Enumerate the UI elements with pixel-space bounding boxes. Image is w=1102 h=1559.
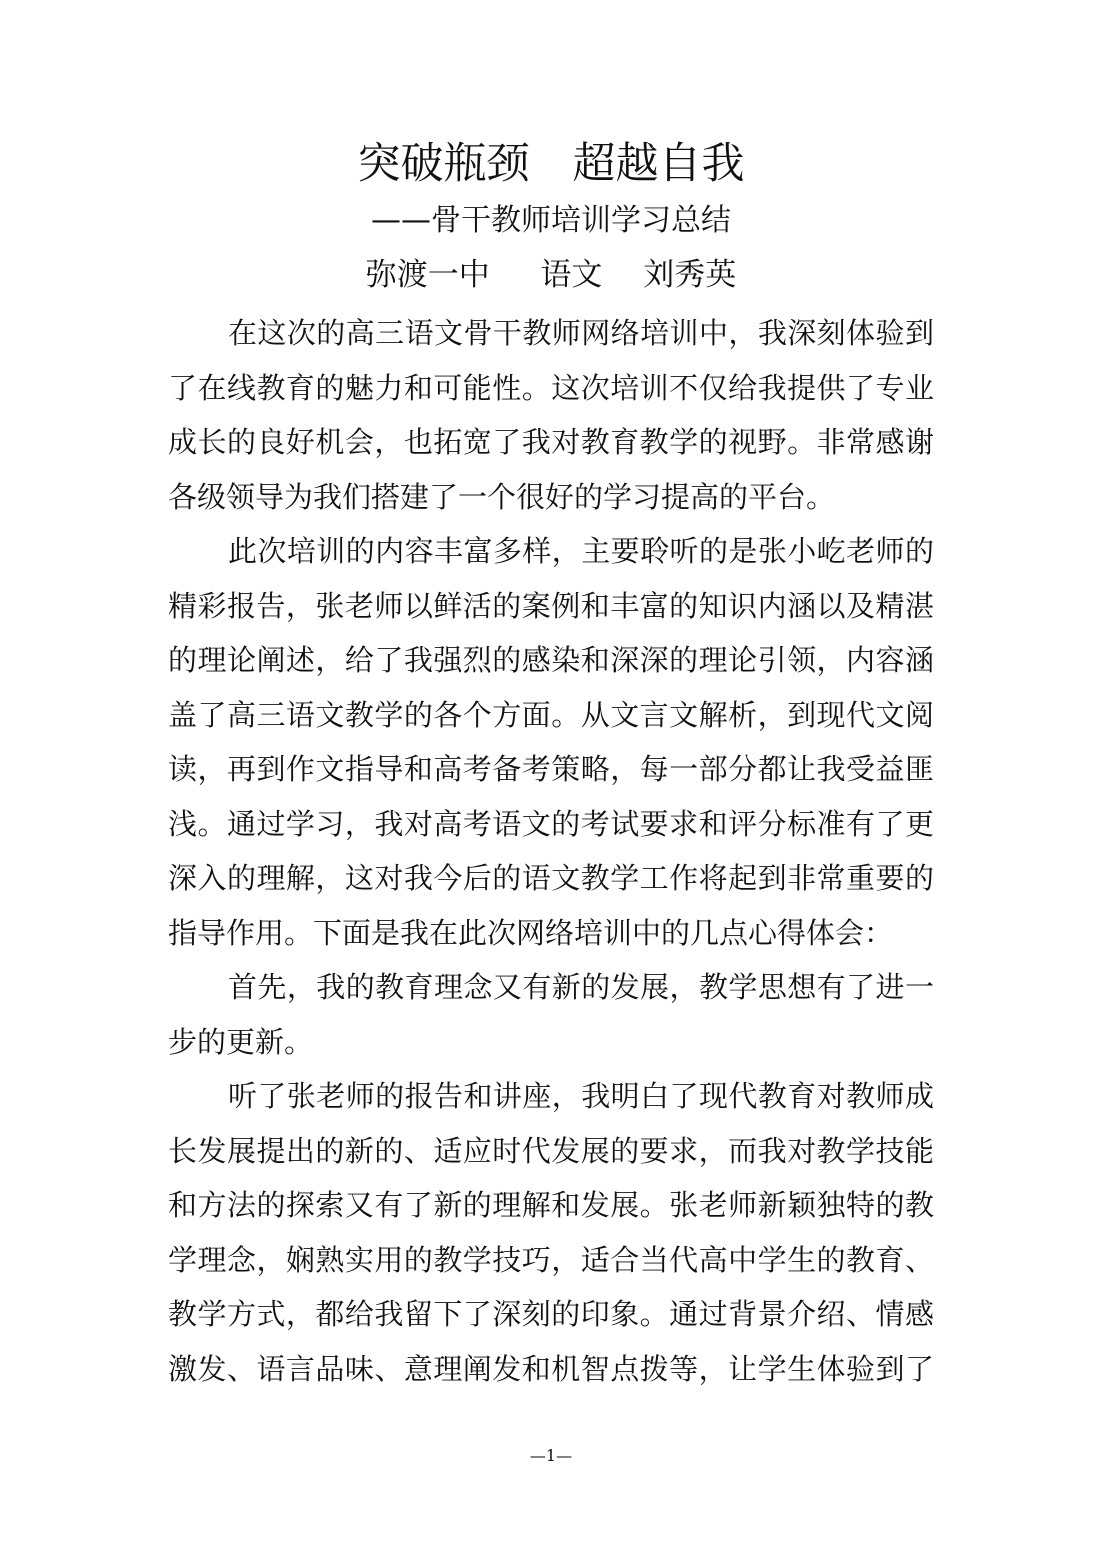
paragraph-line: 了在线教育的魅力和可能性。这次培训不仅给我提供了专业 [168, 370, 934, 405]
paragraph-line: 听了张老师的报告和讲座，我明白了现代教育对教师成 [228, 1079, 934, 1113]
paragraph-line: 指导作用。下面是我在此次网络培训中的几点心得体会： [168, 915, 894, 950]
paragraph-line: 深入的理解，这对我今后的语文教学工作将起到非常重要的 [168, 861, 934, 895]
paragraph-line: 学理念，娴熟实用的教学技巧，适合当代高中学生的教育、 [168, 1242, 934, 1277]
paragraph-line: 浅。通过学习，我对高考语文的考试要求和评分标准有了更 [168, 806, 934, 841]
document-subtitle: ——骨干教师培训学习总结 [371, 203, 731, 238]
paragraph-line: 盖了高三语文教学的各个方面。从文言文解析，到现代文阅 [168, 697, 934, 732]
paragraph-line: 激发、语言品味、意理阐发和机智点拨等，让学生体验到了 [168, 1351, 934, 1386]
paragraph-line: 和方法的探索又有了新的理解和发展。张老师新颖独特的教 [168, 1188, 934, 1222]
paragraph-line: 的理论阐述，给了我强烈的感染和深深的理论引领，内容涵 [168, 643, 934, 677]
paragraph-line: 读，再到作文指导和高考备考策略，每一部分都让我受益匪 [168, 752, 934, 786]
page-number: —1— [529, 1446, 573, 1465]
body-text [168, 306, 934, 1396]
paragraph-line: 此次培训的内容丰富多样，主要聆听的是张小屹老师的 [228, 534, 934, 568]
paragraph-line: 各级领导为我们搭建了一个很好的学习提高的平台。 [168, 479, 836, 514]
paragraph-line: 成长的良好机会，也拓宽了我对教育教学的视野。非常感谢 [168, 425, 934, 459]
paragraph-line: 教学方式，都给我留下了深刻的印象。通过背景介绍、情感 [168, 1297, 934, 1331]
author-byline: 弥渡一中 语文 刘秀英 [365, 257, 737, 293]
paragraph-line: 精彩报告，张老师以鲜活的案例和丰富的知识内涵以及精湛 [168, 588, 934, 623]
paragraph-line: 首先，我的教育理念又有新的发展，教学思想有了进一 [228, 970, 934, 1004]
paragraph-line: 在这次的高三语文骨干教师网络培训中，我深刻体验到 [228, 316, 934, 350]
document-title: 突破瓶颈 超越自我 [357, 139, 745, 189]
paragraph-line: 步的更新。 [168, 1024, 314, 1059]
paragraph-line: 长发展提出的新的、适应时代发展的要求，而我对教学技能 [168, 1133, 934, 1168]
